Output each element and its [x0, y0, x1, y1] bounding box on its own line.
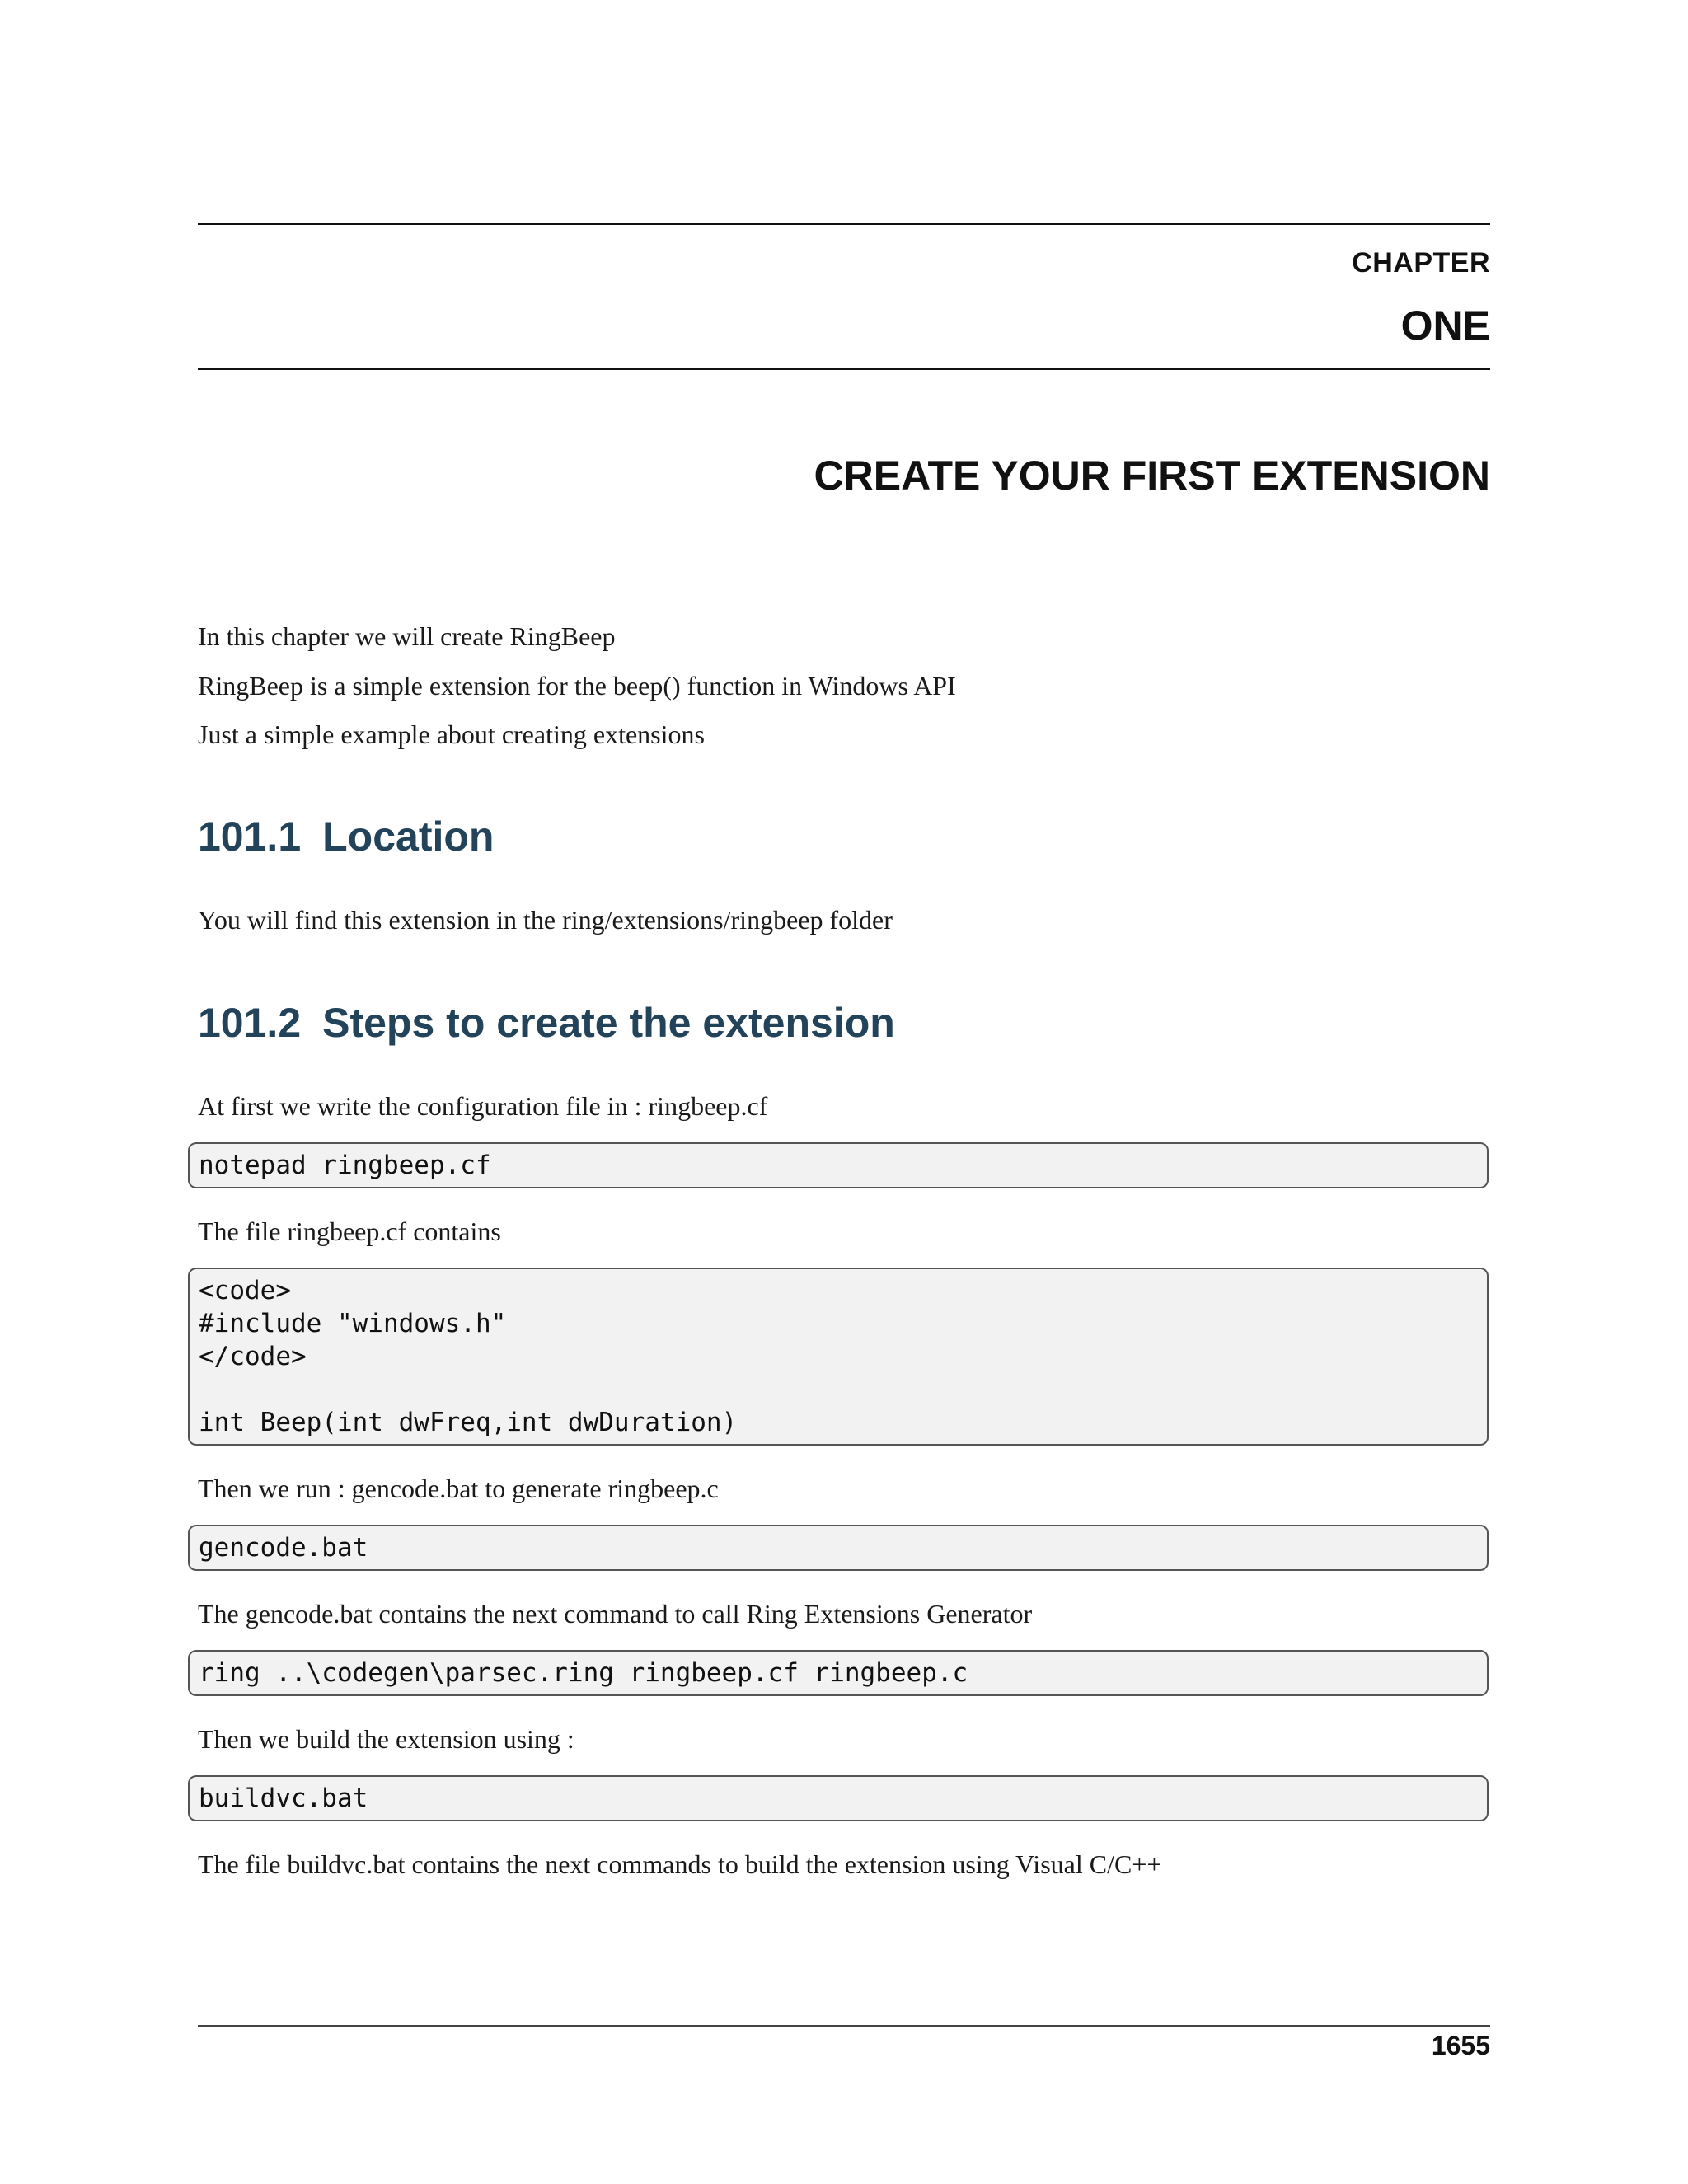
- chapter-label: CHAPTER: [1352, 247, 1490, 279]
- section-title: Steps to create the extension: [322, 1000, 895, 1046]
- step-text-4: The gencode.bat contains the next command to call Ring Extensions Generator: [198, 1599, 1033, 1629]
- section-number: 101.2: [198, 1000, 302, 1046]
- code-block-3: [188, 1525, 1489, 1571]
- code-block-4: [188, 1650, 1489, 1696]
- code-line: buildvc.bat: [199, 1783, 368, 1813]
- step-text-2: The file ringbeep.cf contains: [198, 1216, 501, 1246]
- code-line: ring ..\codegen\parsec.ring ringbeep.cf ringbeep.c: [199, 1658, 968, 1688]
- code-line: <code>: [199, 1276, 291, 1305]
- code-line: </code>: [199, 1342, 307, 1371]
- section-number: 101.1: [198, 813, 302, 860]
- step-text-6: The file buildvc.bat contains the next commands to build the extension using Visual C/C++: [198, 1849, 1162, 1879]
- chapter-number: ONE: [1400, 302, 1490, 349]
- code-line: gencode.bat: [199, 1533, 368, 1563]
- code-line: int Beep(int dwFreq,int dwDuration): [199, 1408, 738, 1437]
- code-line: [199, 1373, 1478, 1406]
- section-heading-steps: [198, 999, 895, 1047]
- document-page: [198, 0, 1490, 2184]
- chapter-bottom-rule: [198, 368, 1490, 370]
- code-block-5: [188, 1775, 1489, 1821]
- step-text-5: Then we build the extension using :: [198, 1724, 574, 1754]
- code-line: #include "windows.h": [199, 1309, 507, 1338]
- footer-rule: [198, 2025, 1490, 2027]
- chapter-title: CREATE YOUR FIRST EXTENSION: [814, 452, 1490, 499]
- code-block-2: [188, 1268, 1489, 1446]
- code-block-1: [188, 1142, 1489, 1188]
- code-line: notepad ringbeep.cf: [199, 1151, 491, 1180]
- intro-paragraph-1: In this chapter we will create RingBeep: [198, 621, 616, 651]
- location-paragraph: You will find this extension in the ring/extensions/ringbeep folder: [198, 905, 893, 935]
- chapter-top-rule: [198, 223, 1490, 225]
- intro-paragraph-2: RingBeep is a simple extension for the beep() function in Windows API: [198, 671, 956, 701]
- step-text-3: Then we run : gencode.bat to generate ringbeep.c: [198, 1474, 719, 1503]
- intro-paragraph-3: Just a simple example about creating extensions: [198, 719, 705, 749]
- page-number: 1655: [1431, 2031, 1490, 2060]
- section-heading-location: [198, 813, 494, 860]
- section-title: Location: [322, 813, 495, 860]
- step-text-1: At first we write the configuration file in : ringbeep.cf: [198, 1091, 768, 1121]
